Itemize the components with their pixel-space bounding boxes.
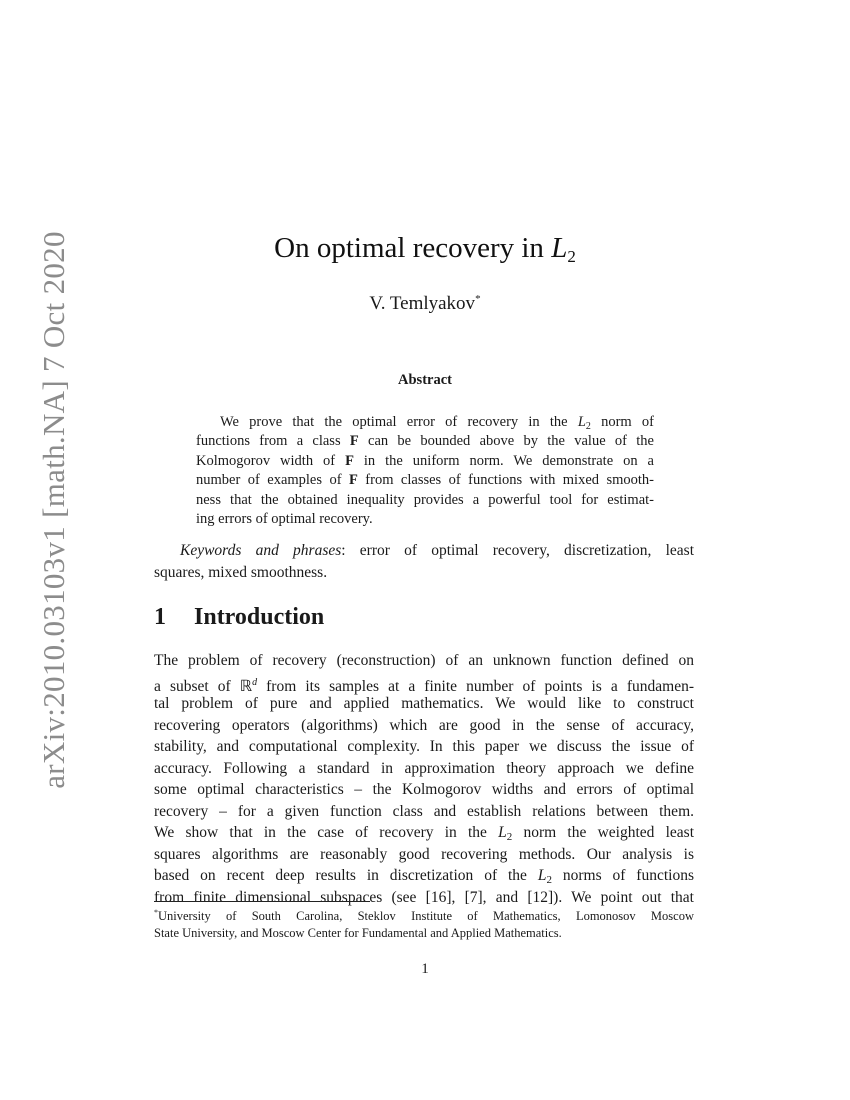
body-line: recovery – for a given function class and establish relations between them. <box>154 802 694 820</box>
author-name: V. Temlyakov <box>369 293 476 314</box>
body-line: tal problem of pure and applied mathematics. We would like to construct <box>154 695 694 712</box>
title-symbol: L <box>551 232 568 264</box>
title-text: On optimal recovery in <box>274 232 544 264</box>
abstract-line: number of examples of F from classes of functions with mixed smooth- <box>196 472 654 489</box>
body-line: We show that in the case of recovery in the $L_2$ norm the weighted least <box>154 824 695 843</box>
body-line: based on recent deep results in discretization of the $L_2$ norms of functions <box>154 867 694 886</box>
abstract-line: ness that the obtained inequality provides a powerful tool for estimat- <box>196 491 654 508</box>
footnote-line: State University, and Moscow Center for Fundamental and Applied Mathematics. <box>154 925 562 940</box>
keywords-block <box>154 540 694 583</box>
body-line: recovering operators (algorithms) which are good in the sense of accuracy, <box>154 716 694 734</box>
abstract-line: Kolmogorov width of F in the uniform norm. We demonstrate on a <box>196 452 654 469</box>
footnote <box>154 905 694 941</box>
abstract-heading: Abstract <box>398 372 452 388</box>
arxiv-stamp: arXiv:2010.03103v1 [math.NA] 7 Oct 2020 <box>36 231 71 789</box>
section-number: 1 <box>154 604 166 630</box>
body-line: accuracy. Following a standard in approximation theory approach we define <box>154 759 694 777</box>
footnote-mark: * <box>154 908 158 917</box>
section-heading <box>154 604 324 631</box>
paper-title <box>0 232 850 267</box>
keywords-line: squares, mixed smoothness. <box>154 563 328 581</box>
body-line: a subset of ℝ$^d$ from its samples at a finite number of points is a fundamen- <box>154 676 694 695</box>
author-footnote-mark: * <box>475 293 481 305</box>
abstract-body <box>196 413 654 529</box>
intro-paragraph <box>154 650 694 908</box>
keywords-label: Keywords and phrases <box>180 542 342 559</box>
abstract-line: We prove that the optimal error of recovery in the $L_2$ norm of <box>220 414 654 432</box>
title-subscript: 2 <box>567 247 576 266</box>
footnote-rule <box>154 901 370 902</box>
author-line <box>0 293 850 315</box>
body-line: The problem of recovery (reconstruction) of an unknown function defined on <box>154 652 694 669</box>
footnote-line: *University of South Carolina, Steklov Institute of Mathematics, Lomonosov Moscow <box>154 908 694 923</box>
body-line: from finite dimensional subspaces (see [16], [7], and [12]). We point out that <box>154 888 694 906</box>
body-line: some optimal characteristics – the Kolmogorov widths and errors of optimal <box>154 781 694 798</box>
section-title: Introduction <box>194 604 325 630</box>
abstract-line: ing errors of optimal recovery. <box>196 510 373 527</box>
keywords-line: Keywords and phrases: error of optimal recovery, discretization, least <box>180 542 694 559</box>
abstract-line: functions from a class F can be bounded above by the value of the <box>196 433 654 450</box>
body-line: stability, and computational complexity. In this paper we discuss the issue of <box>154 738 694 755</box>
body-line: squares algorithms are reasonably good recovering methods. Our analysis is <box>154 845 694 863</box>
page-number: 1 <box>421 961 429 977</box>
